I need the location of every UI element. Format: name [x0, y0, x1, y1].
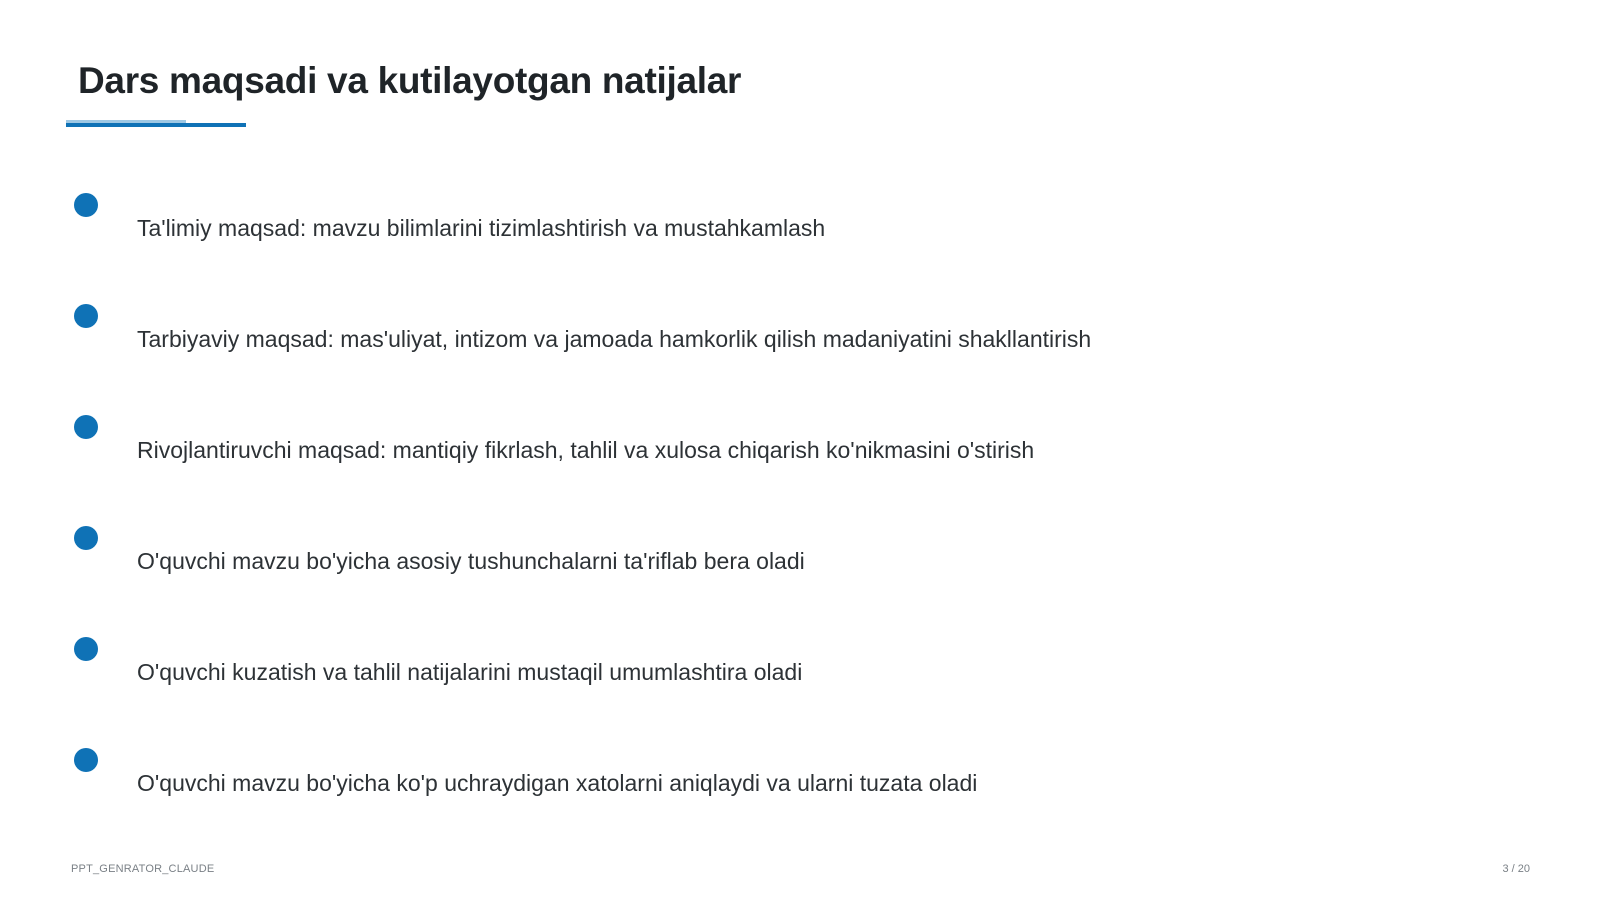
circle-bullet-icon — [74, 748, 98, 772]
objective-item — [0, 748, 1600, 808]
objective-text: Rivojlantiruvchi maqsad: mantiqiy fikrlash, tahlil va xulosa chiqarish ko'nikmasini o'stirish — [137, 437, 1035, 463]
circle-bullet-icon — [74, 415, 98, 439]
objective-item — [0, 637, 1600, 697]
title-underline — [66, 123, 246, 127]
objective-text: O'quvchi mavzu bo'yicha ko'p uchraydigan xatolarni aniqlaydi va ularni tuzata oladi — [137, 770, 978, 796]
objective-text: Ta'limiy maqsad: mavzu bilimlarini tizimlashtirish va mustahkamlash — [137, 215, 826, 241]
objective-item — [0, 304, 1600, 364]
footer-source: PPT_GENRATOR_CLAUDE — [71, 863, 215, 875]
circle-bullet-icon — [74, 637, 98, 661]
page-number: 3 / 20 — [1502, 863, 1530, 875]
circle-bullet-icon — [74, 526, 98, 550]
slide-title: Dars maqsadi va kutilayotgan natijalar — [78, 60, 742, 101]
circle-bullet-icon — [74, 304, 98, 328]
objective-text: O'quvchi mavzu bo'yicha asosiy tushunchalarni ta'riflab bera oladi — [137, 548, 805, 574]
circle-bullet-icon — [74, 193, 98, 217]
objective-item — [0, 526, 1600, 586]
objective-item — [0, 415, 1600, 475]
objective-text: Tarbiyaviy maqsad: mas'uliyat, intizom va jamoada hamkorlik qilish madaniyatini shakllantirish — [137, 326, 1092, 352]
objective-item — [0, 193, 1600, 253]
objective-text: O'quvchi kuzatish va tahlil natijalarini mustaqil umumlashtira oladi — [137, 659, 803, 685]
